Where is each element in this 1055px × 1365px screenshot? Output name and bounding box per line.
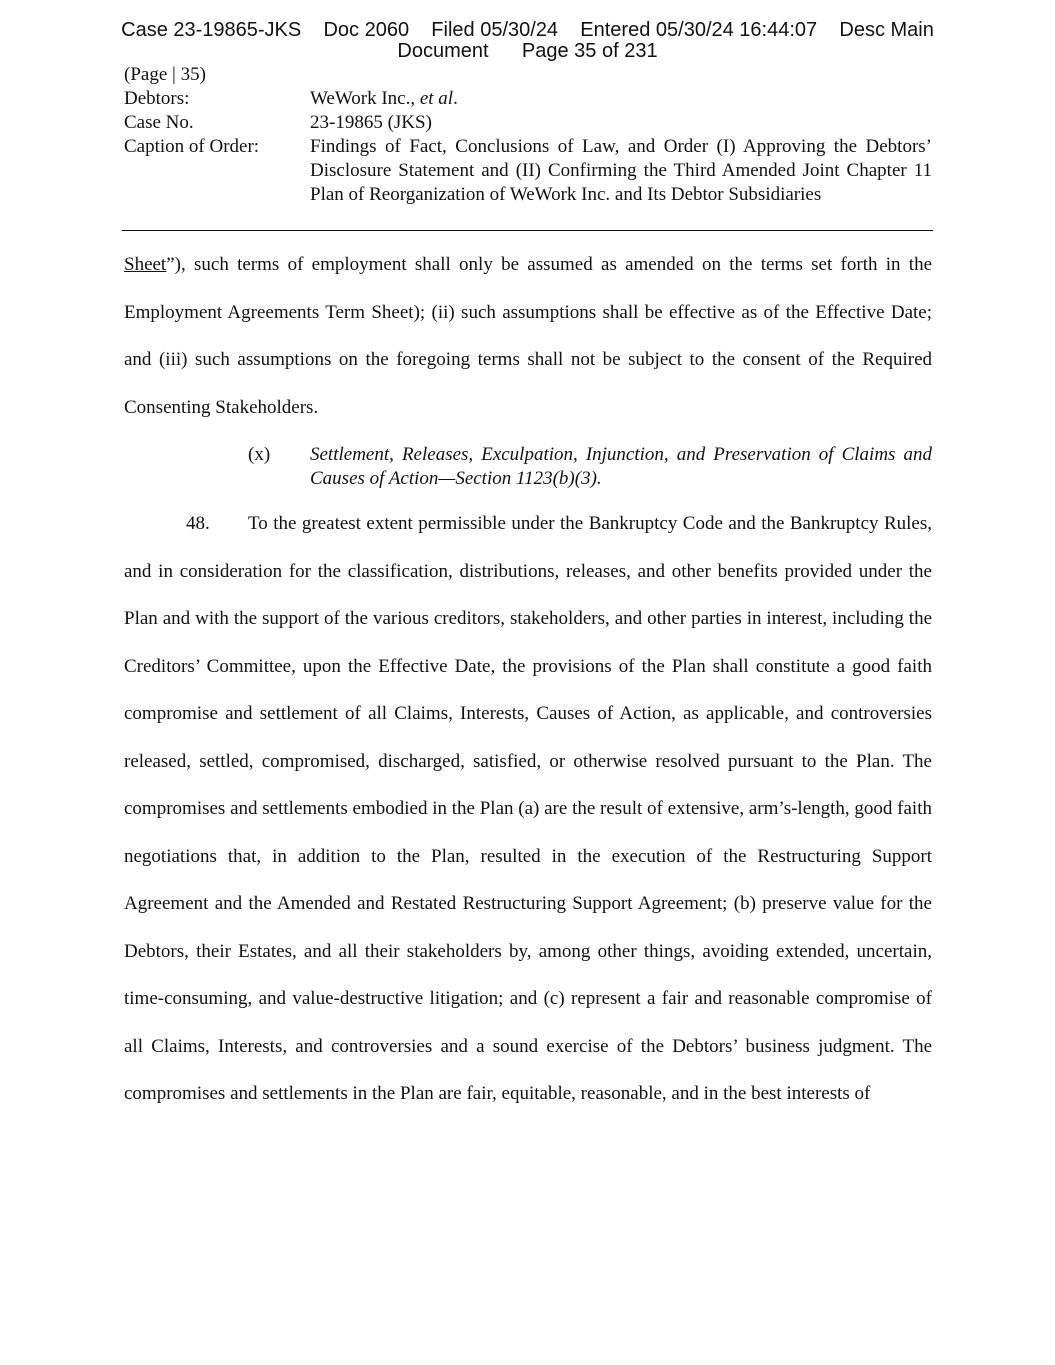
debtors-value <box>310 87 932 111</box>
case-number-label: Case No. <box>124 112 194 133</box>
caption-row <box>124 135 932 207</box>
page-reference-row <box>124 63 932 87</box>
court-filing-stamp <box>0 20 1055 62</box>
paragraph-number: 48. <box>186 513 210 534</box>
debtors-label: Debtors: <box>124 88 190 109</box>
section-title: Settlement, Releases, Exculpation, Injunction, and Preservation of Claims and Causes of Action—Section 1123(b)(3). <box>310 444 932 489</box>
paragraph-continued-text: ”), such terms of employment shall only be assumed as amended on the terms set forth in the Employment Agreements Term Sheet); (ii) such assumptions shall be effective as of the Effective Date; and (iii) such assumptions on the foregoing terms shall not be subject to the consent of the Required Consenting Stakeholders. <box>124 254 932 418</box>
paragraph-48 <box>124 500 932 1118</box>
debtors-name: WeWork Inc., <box>310 88 420 109</box>
header-divider <box>122 230 933 231</box>
section-number: (x) <box>248 444 271 465</box>
underlined-term: Sheet <box>124 254 167 275</box>
debtors-period: . <box>453 88 458 109</box>
section-heading <box>248 443 932 491</box>
page-reference: (Page | 35) <box>124 64 206 85</box>
case-number-row <box>124 111 932 135</box>
debtors-row <box>124 87 932 111</box>
case-number-value: 23-19865 (JKS) <box>310 112 432 133</box>
filing-stamp-line-2: Document Page 35 of 231 <box>397 40 658 62</box>
caption-header <box>124 63 932 207</box>
debtors-et-al: et al <box>419 88 454 109</box>
caption-label: Caption of Order: <box>124 136 260 157</box>
filing-stamp-line-1: Case 23-19865-JKS Doc 2060 Filed 05/30/24 Entered 05/30/24 16:44:07 Desc Main <box>121 19 934 41</box>
caption-value: Findings of Fact, Conclusions of Law, and Order (I) Approving the Debtors’ Disclosure Statement and (II) Confirming the Third Amended Joint Chapter 11 Plan of Reorganization of WeWork Inc. and Its Debtor Subsidiaries <box>310 136 932 205</box>
paragraph-continued <box>124 241 932 431</box>
paragraph-48-text: To the greatest extent permissible under the Bankruptcy Code and the Bankruptcy Rules, and in consideration for the classification, distributions, releases, and other benefits provided under the Plan and with the support of the various creditors, stakeholders, and other parties in interest, including the Creditors’ Committee, upon the Effective Date, the provisions of the Plan shall constitute a good faith compromise and settlement of all Claims, Interests, Causes of Action, as applicable, and controversies released, settled, compromised, discharged, satisfied, or otherwise resolved pursuant to the Plan. The compromises and settlements embodied in the Plan (a) are the result of extensive, arm’s-length, good faith negotiations that, in addition to the Plan, resulted in the execution of the Restructuring Support Agreement and the Amended and Restated Restructuring Support Agreement; (b) preserve value for the Debtors, their Estates, and all their stakeholders by, among other things, avoiding extended, uncertain, time-consuming, and value-destructive litigation; and (c) represent a fair and reasonable compromise of all Claims, Interests, and controversies and a sound exercise of the Debtors’ business judgment. The compromises and settlements in the Plan are fair, equitable, reasonable, and in the best interests of <box>124 513 932 1104</box>
